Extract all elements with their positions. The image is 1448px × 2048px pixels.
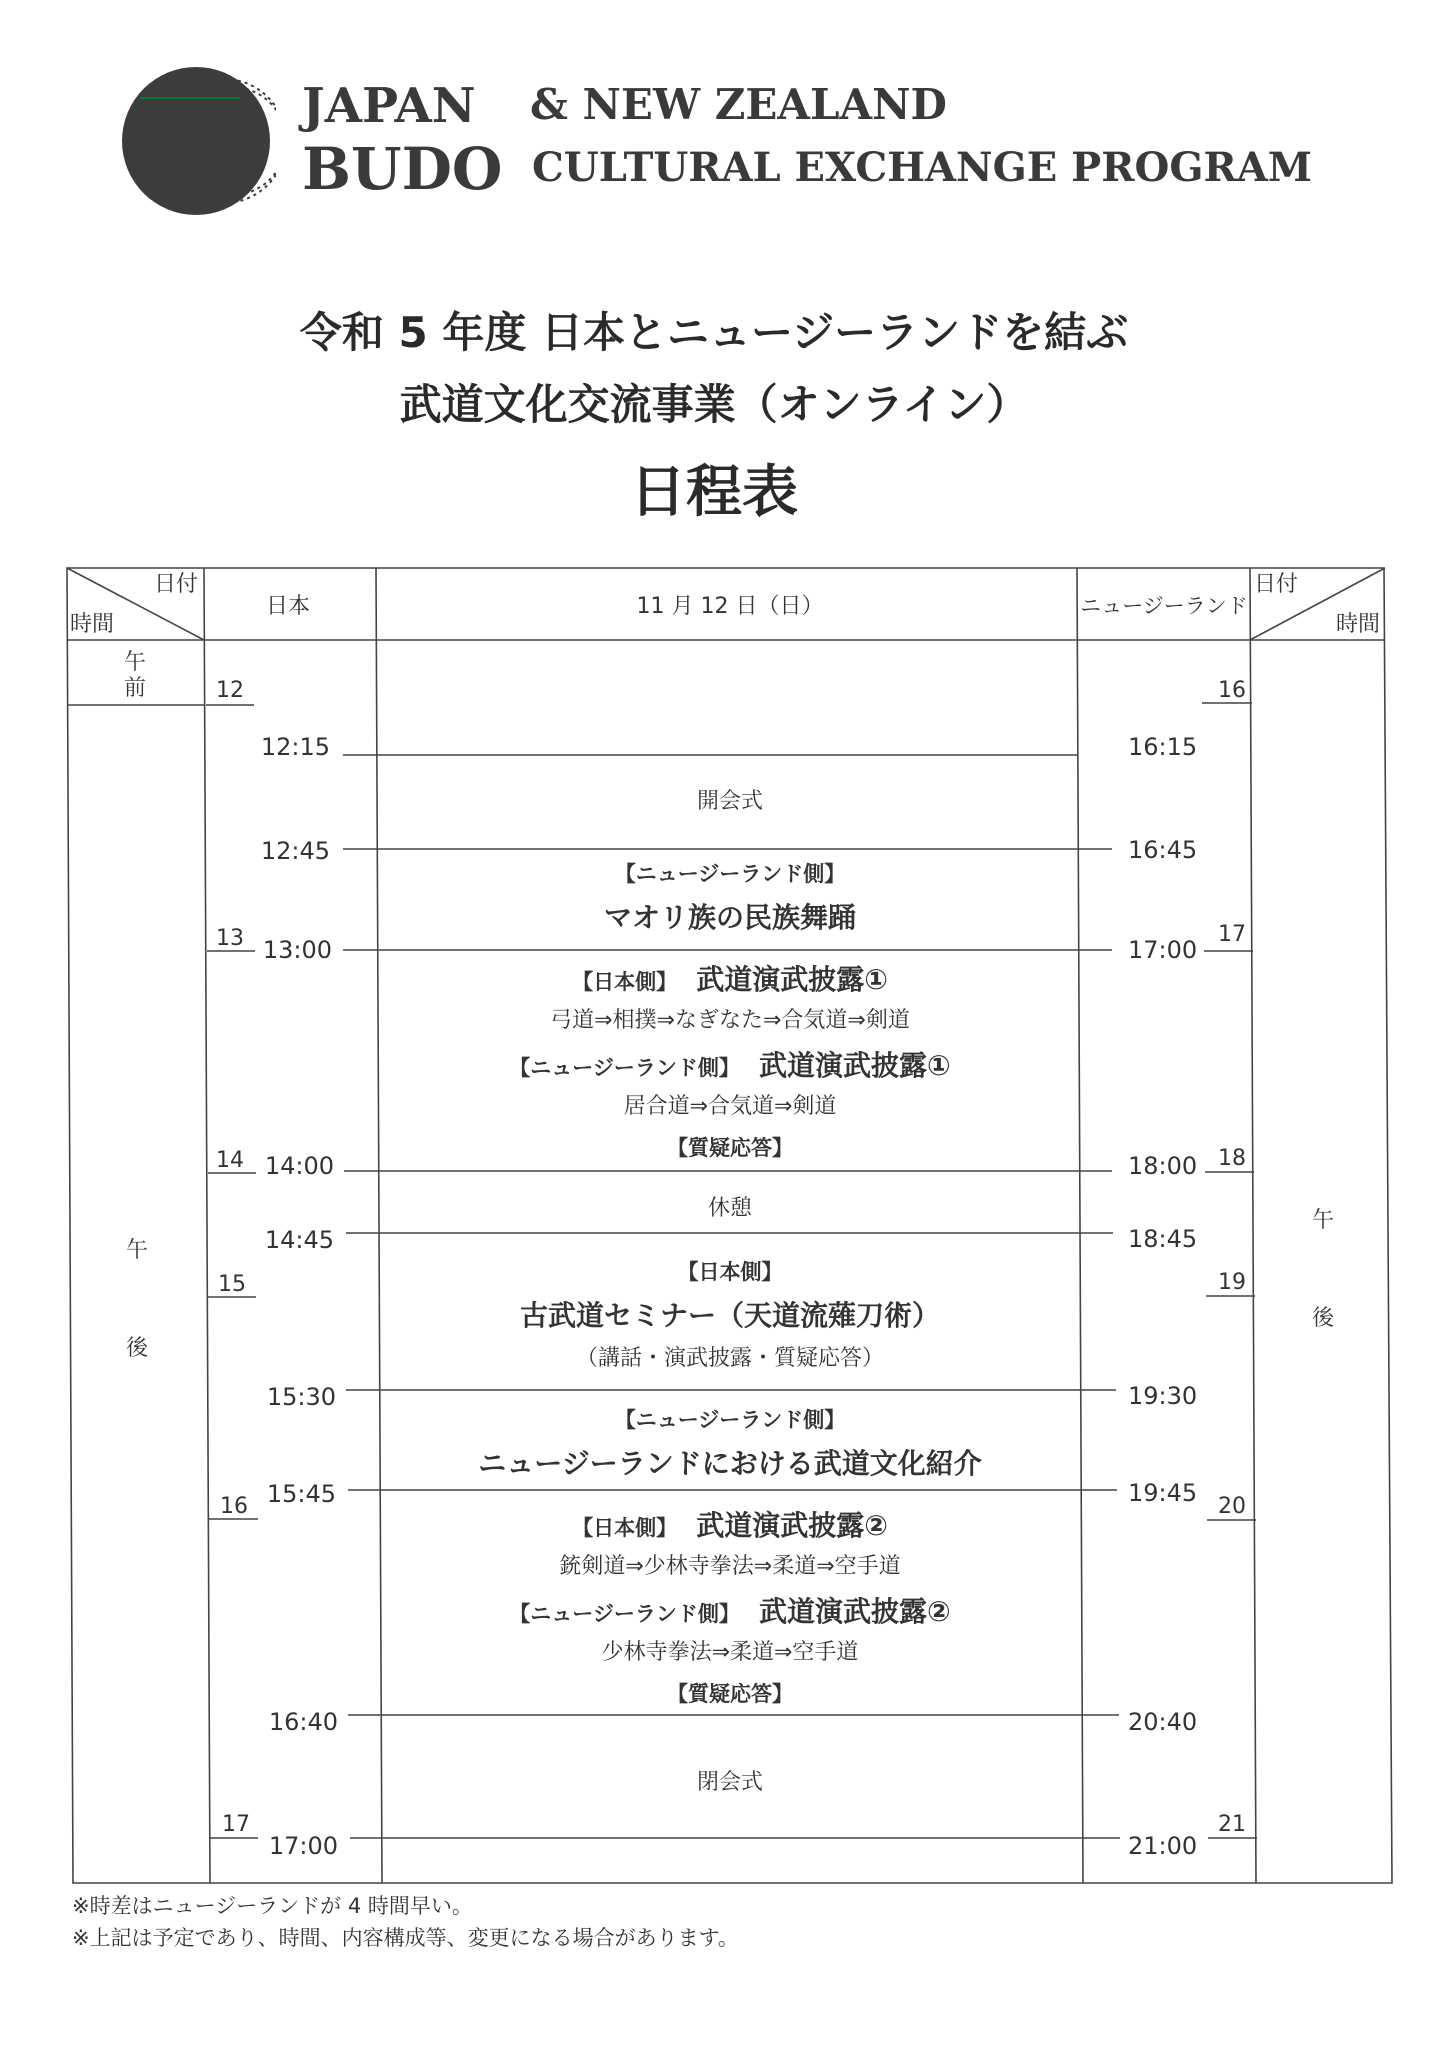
hour-nz-20: 20 — [1218, 1494, 1246, 1519]
event-demo1-nz-heading — [380, 1049, 1080, 1082]
event-demo2-japan-heading — [380, 1509, 1080, 1542]
header-time-label-right: 時間 — [1336, 612, 1381, 637]
hour-nz-17: 17 — [1218, 922, 1246, 947]
logo-cultural-exchange: CULTURAL EXCHANGE PROGRAM — [532, 144, 1313, 191]
event-demo2-japan-list: 銃剣道⇒少林寺拳法⇒柔道⇒空手道 — [559, 1554, 901, 1579]
hour-japan-15: 15 — [218, 1272, 246, 1297]
hour-japan-13: 13 — [216, 926, 244, 951]
header-date-label-right: 日付 — [1254, 572, 1299, 597]
header-time-label-left: 時間 — [70, 612, 115, 637]
hour-japan-14: 14 — [216, 1148, 244, 1173]
header-japan: 日本 — [266, 594, 311, 619]
event-maori-title: マオリ族の民族舞踊 — [603, 901, 856, 934]
time-japan-1400: 14:00 — [264, 1152, 334, 1180]
event-break: 休憩 — [707, 1196, 752, 1221]
page-title: 日程表 — [630, 460, 798, 525]
hour-nz-19: 19 — [1218, 1270, 1246, 1295]
time-nz-1945: 19:45 — [1128, 1479, 1198, 1507]
time-japan-1640: 16:40 — [268, 1708, 338, 1736]
time-japan-1300: 13:00 — [262, 936, 332, 964]
event-nz-culture-title: ニュージーランドにおける武道文化紹介 — [478, 1447, 982, 1480]
time-japan-1700: 17:00 — [268, 1832, 338, 1860]
event-maori-side-label: 【ニュージーランド側】 — [614, 862, 846, 886]
am-label-2: 前 — [124, 676, 147, 701]
event-demo1-japan-heading — [380, 963, 1080, 996]
header-date: 11 月 12 日（日） — [636, 594, 824, 619]
time-japan-1545: 15:45 — [266, 1480, 336, 1508]
time-nz-2040: 20:40 — [1128, 1708, 1198, 1736]
time-nz-1645: 16:45 — [1128, 836, 1198, 864]
pm-left-label-1: 午 — [126, 1238, 149, 1263]
logo-budo: BUDO — [302, 135, 503, 203]
event-qa-2: 【質疑応答】 — [667, 1682, 793, 1706]
time-nz-1615: 16:15 — [1128, 733, 1198, 761]
pm-left-label-2: 後 — [126, 1336, 149, 1361]
time-nz-1700: 17:00 — [1128, 936, 1198, 964]
event-demo1-nz-list: 居合道⇒合気道⇒剣道 — [623, 1094, 837, 1119]
event-closing: 閉会式 — [696, 1770, 763, 1795]
time-nz-1800: 18:00 — [1128, 1152, 1198, 1180]
event-kobudo-sub: （講話・演武披露・質疑応答） — [575, 1346, 884, 1371]
time-nz-2100: 21:00 — [1128, 1832, 1198, 1860]
event-demo2-japan-label: 【日本側】 — [572, 1516, 678, 1540]
title-line-1: 令和 5 年度 日本とニュージーランドを結ぶ — [299, 308, 1129, 357]
time-japan-1215: 12:15 — [260, 733, 330, 761]
hour-japan-16: 16 — [220, 1494, 248, 1519]
hour-nz-16: 16 — [1218, 678, 1246, 703]
logo-new-zealand: & NEW ZEALAND — [530, 80, 947, 129]
am-label-1: 午 — [124, 650, 147, 675]
time-japan-1530: 15:30 — [266, 1383, 336, 1411]
hour-nz-21: 21 — [1218, 1812, 1246, 1837]
event-nz-culture-label: 【ニュージーランド側】 — [614, 1408, 846, 1432]
logo-japan: JAPAN — [302, 78, 476, 134]
event-demo2-nz-title: 武道演武披露② — [758, 1595, 951, 1628]
event-demo1-japan-label: 【日本側】 — [572, 970, 678, 994]
footnote-schedule-subject-to-change: ※上記は予定であり、時間、内容構成等、変更になる場合があります。 — [72, 1926, 739, 1950]
time-japan-1445: 14:45 — [264, 1226, 334, 1254]
time-nz-1845: 18:45 — [1128, 1225, 1198, 1253]
hour-japan-12: 12 — [216, 678, 244, 703]
time-nz-1930: 19:30 — [1128, 1382, 1198, 1410]
event-demo2-nz-list: 少林寺拳法⇒柔道⇒空手道 — [601, 1640, 859, 1665]
event-opening: 開会式 — [696, 789, 763, 814]
pm-right-label-2: 後 — [1312, 1306, 1335, 1331]
header-nz: ニュージーランド — [1080, 594, 1248, 618]
event-kobudo-label: 【日本側】 — [677, 1260, 783, 1284]
time-japan-1245: 12:45 — [260, 837, 330, 865]
hour-japan-17: 17 — [222, 1812, 250, 1837]
event-demo2-nz-label: 【ニュージーランド側】 — [509, 1602, 740, 1626]
title-line-2: 武道文化交流事業（オンライン） — [399, 380, 1029, 429]
event-demo1-nz-title: 武道演武披露① — [758, 1049, 951, 1082]
pm-right-label-1: 午 — [1312, 1208, 1335, 1233]
event-kobudo-title: 古武道セミナー（天道流薙刀術） — [519, 1299, 940, 1332]
footnote-time-difference: ※時差はニュージーランドが 4 時間早い。 — [72, 1894, 473, 1918]
event-demo2-nz-heading — [380, 1595, 1080, 1628]
event-demo1-nz-label: 【ニュージーランド側】 — [509, 1056, 740, 1080]
event-qa-1: 【質疑応答】 — [667, 1136, 793, 1160]
event-demo2-japan-title: 武道演武披露② — [696, 1509, 888, 1542]
hour-nz-18: 18 — [1218, 1146, 1246, 1171]
event-demo1-japan-title: 武道演武披露① — [696, 963, 888, 996]
event-demo1-japan-list: 弓道⇒相撲⇒なぎなた⇒合気道⇒剣道 — [550, 1008, 910, 1033]
header-date-label-left: 日付 — [154, 572, 199, 597]
